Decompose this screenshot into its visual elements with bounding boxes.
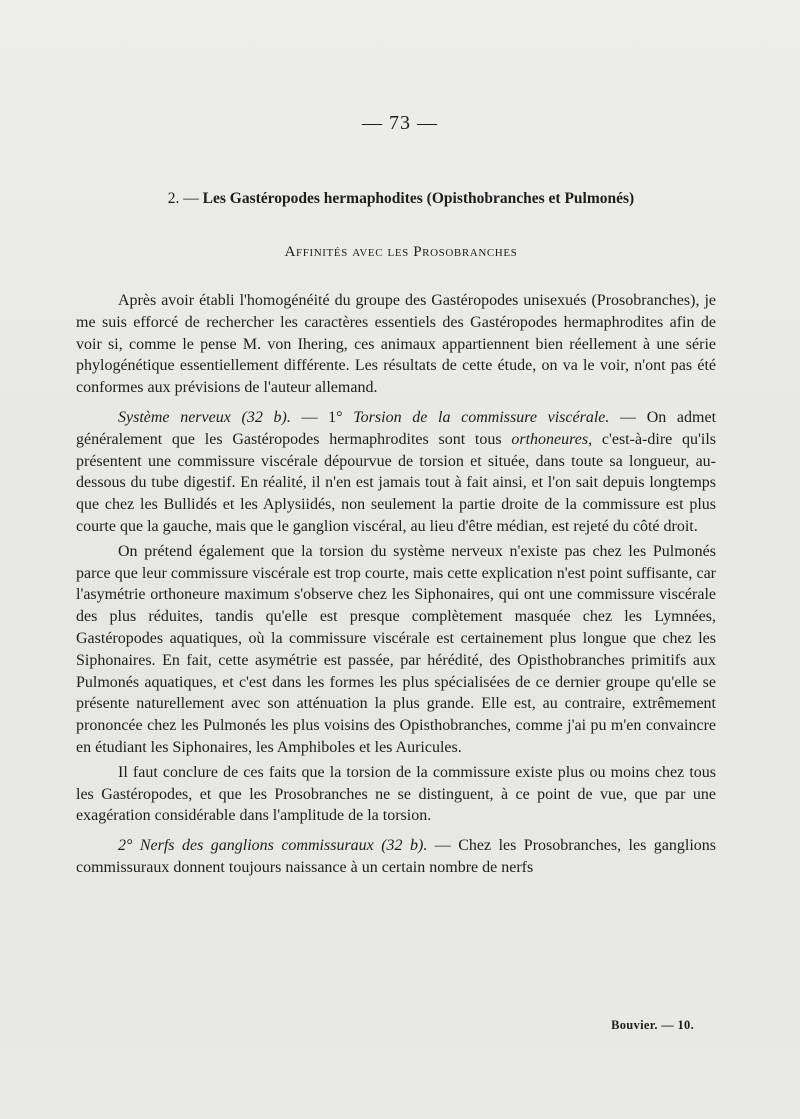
paragraph-lead-separator: — 1°	[290, 408, 354, 426]
paragraph-term: orthoneures,	[511, 430, 593, 448]
paragraph-lead-italic: 2° Nerfs des ganglions commissuraux (32 b).	[118, 837, 428, 855]
paragraph-2	[76, 407, 716, 538]
section-heading	[76, 190, 726, 208]
section-number: 2. —	[167, 190, 199, 207]
body-text	[76, 290, 716, 887]
paragraph-text: Après avoir établi l'homogénéité du groupe des Gastéropodes unisexués (Prosobranches), je me suis efforcé de rechercher les caractères essentiels des Gastéropodes hermaphrodites afin de voir si, comme le pense M. von Ihering, ces animaux appartiennent bien réellement à une série phylogénétique essentiellement différente. Les résultats de cette étude, on va le voir, n'ont pas été conformes aux prévisions de l'auteur allemand.	[76, 292, 716, 397]
paragraph-5	[76, 835, 716, 879]
paragraph-text: Il faut conclure de ces faits que la torsion de la commissure existe plus ou moins chez tous les Gastéropodes, et que les Prosobranches ne se distinguent, à ce point de vue, que par une exagération considérable dans l'amplitude de la torsion.	[76, 763, 716, 825]
paragraph-text: On prétend également que la torsion du système nerveux n'existe pas chez les Pulmonés parce que leur commissure viscérale est trop courte, mais cette explication n'est point suffisante, car l'asymétrie orthoneure maximum s'observe chez les Siphonaires, qui ont une commissure viscérale des plus réduites, tandis qu'elle est presque complètement masquée chez les Lymnées, Gastéropodes aquatiques, où la commissure viscérale est certainement plus longue que chez les Siphonaires. En fait, cette asymétrie est passée, par hérédité, des Opisthobranches primitifs aux Pulmonés aquatiques, et c'est dans les formes les plus spécialisées de ce dernier groupe qu'elle se présente naturellement avec son atténuation la plus grande. Elle est, au contraire, extrêmement prononcée chez les Pulmonés les plus voisins des Opisthobranches, comme j'ai pu m'en convaincre en étudiant les Siphonaires, les Amphiboles et les Auricules.	[76, 542, 716, 756]
paragraph-text: — Chez les Prosobranches, les ganglions commissuraux donnent toujours naissance à un certain nombre de nerfs	[76, 837, 716, 876]
paragraph-lead-italic: Système nerveux (32 b).	[118, 408, 291, 426]
page-number: — 73 —	[362, 112, 438, 134]
paragraph-text: c'est-à-dire qu'ils présentent une commissure viscérale dépourvue de torsion et située, dans toute sa longueur, au-dessous du tube digestif. En réalité, il n'en est jamais tout à fait ainsi, et l'on sait depuis longtemps que chez les Bullidés et les Aplysiidés, non seulement la partie droite de la commissure est plus courte que la gauche, mais que le ganglion viscéral, au lieu d'être médian, est rejeté du côté droit.	[76, 430, 717, 535]
paragraph-4	[76, 762, 716, 827]
paragraph-1	[76, 290, 716, 399]
paragraph-lead-italic-2: Torsion de la commissure viscérale.	[353, 408, 610, 426]
section-title: Les Gastéropodes hermaphodites (Opisthobranches et Pulmonés)	[202, 190, 635, 207]
paragraph-3	[76, 541, 716, 759]
footer-signature: Bouvier. — 10.	[611, 1018, 694, 1032]
subsection-heading: Affinités avec les Prosobranches	[284, 244, 518, 260]
paragraph-text-before-term: — On admet généralement que les Gastéropodes hermaphrodites sont tous	[76, 408, 717, 448]
